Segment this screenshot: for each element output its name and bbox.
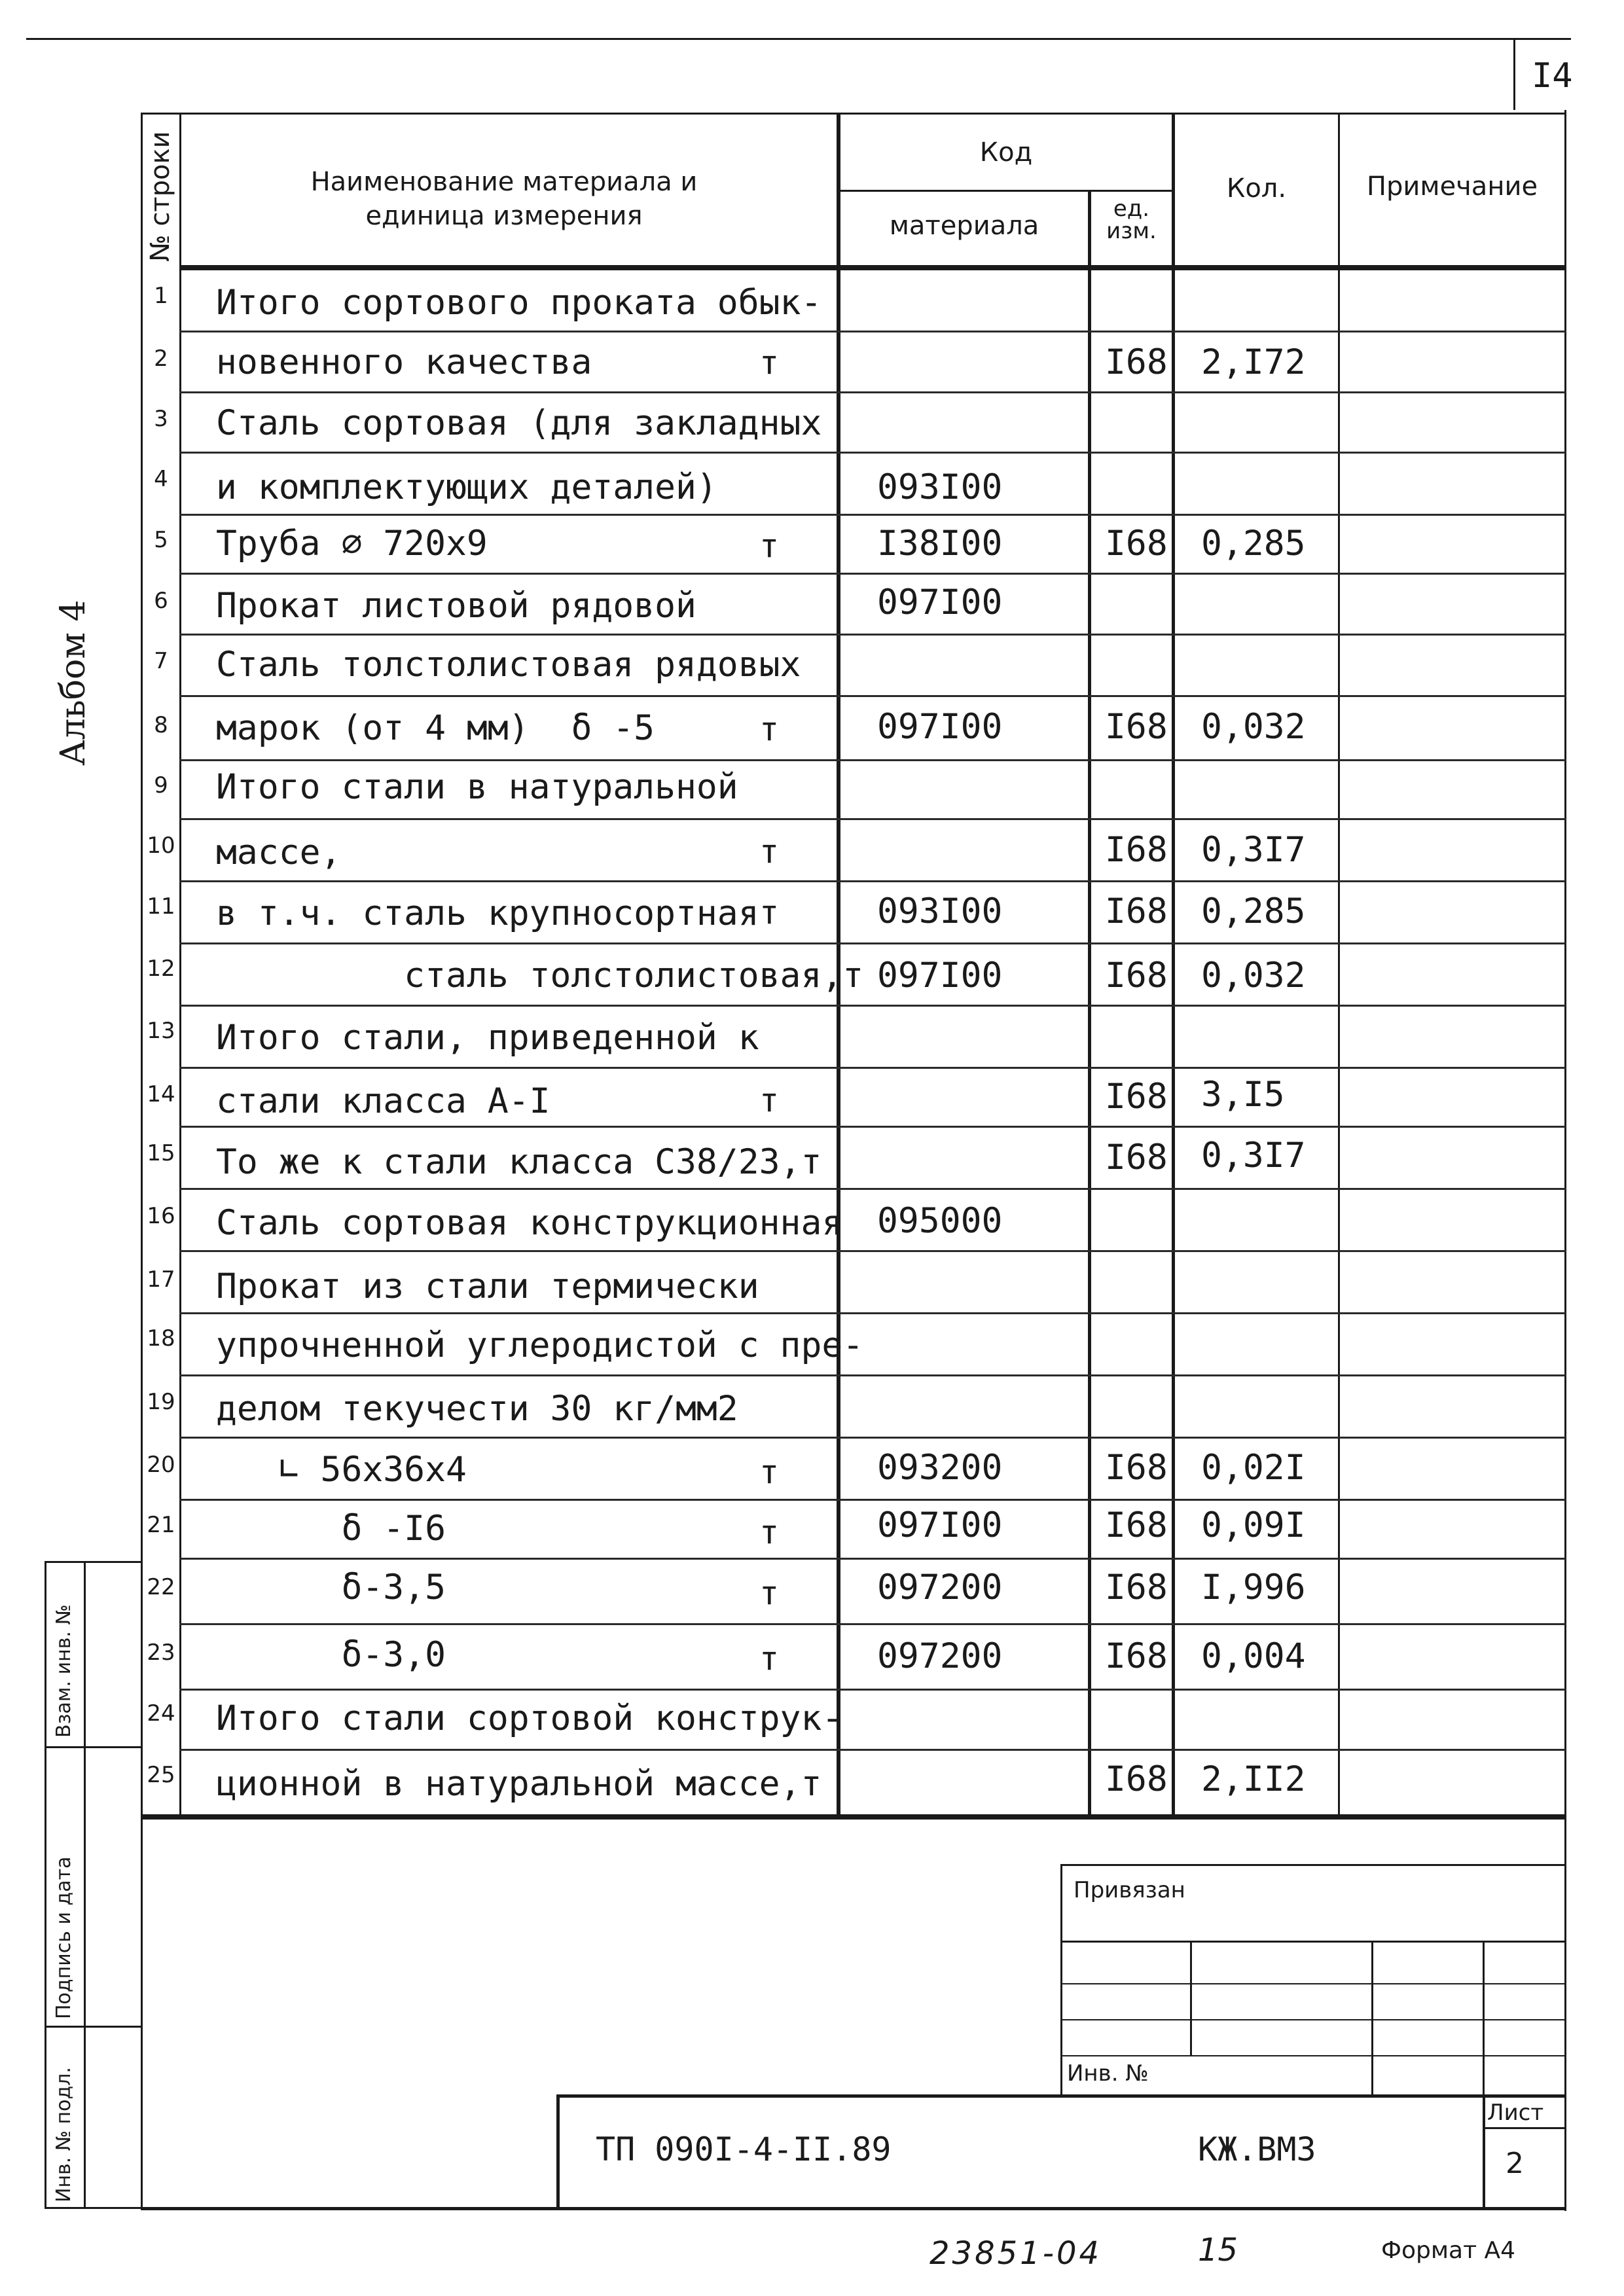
row-name: Сталь сортовая (для закладных [216,403,822,443]
row-number: 22 [147,1574,175,1600]
row-number: 21 [147,1512,175,1538]
list-number: 2 [1506,2147,1524,2180]
side-stamp-bottom [45,2207,143,2209]
row-name: массе, [216,833,342,872]
row-name: Труба ∅ 720х9 [216,524,488,564]
row-qty: I,996 [1201,1568,1306,1607]
row-number: 25 [147,1762,175,1788]
row-line [179,1689,1566,1691]
side-label-podpis: Подпись и дата [52,1856,75,2019]
row-number: 2 [154,346,168,372]
row-name: и комплектующих деталей) [216,467,717,507]
row-number: 8 [154,712,168,738]
row-unit: т [759,833,780,870]
row-name: делом текучести 30 кг/мм2 [216,1389,738,1429]
row-edizm: I68 [1105,1568,1168,1607]
row-qty: 0,004 [1201,1636,1306,1676]
album-label: Альбом 4 [54,600,93,766]
row-name: стали класса А-I [216,1081,550,1121]
title-block-top [556,2094,1566,2098]
row-unit: т [759,893,780,931]
row-edizm: I68 [1105,891,1168,931]
col-rowno-right [179,113,181,1818]
row-name: То же к стали класса С38/23,т [216,1142,822,1182]
row-line [179,1623,1566,1625]
row-number: 17 [147,1266,175,1293]
col-qty-right [1338,113,1340,1818]
row-code: 097I00 [877,956,1003,996]
row-line [179,1749,1566,1751]
row-unit: т [759,1453,780,1491]
row-number: 10 [147,833,175,859]
row-line [179,818,1566,820]
row-edizm: I68 [1105,1138,1168,1177]
row-number: 5 [154,527,168,553]
header-qty: Кол. [1226,173,1287,204]
title-block-list-sep [1483,2094,1485,2209]
row-code: 097200 [877,1636,1003,1676]
row-line [179,1499,1566,1501]
header-bottom-line [179,265,1566,270]
row-name: сталь толстолистовая,т [216,956,864,996]
row-name: ∟ 56х36х4 [216,1450,467,1490]
row-number: 20 [147,1452,175,1478]
row-edizm: I68 [1105,1448,1168,1488]
stamp-left [1060,1864,1062,2096]
header-code: Код [979,137,1033,168]
row-number: 12 [147,956,175,982]
row-line [179,634,1566,636]
row-number: 24 [147,1700,175,1727]
stamp-line [1060,1941,1566,1943]
row-qty: 0,02I [1201,1448,1306,1488]
row-qty: 0,032 [1201,707,1306,747]
stamp-vline [1483,1941,1485,2096]
row-name: Итого стали, приведенной к [216,1018,759,1058]
row-edizm: I68 [1105,1636,1168,1676]
corner-box-left [1513,38,1515,110]
top-rule [26,38,1571,40]
row-line [179,331,1566,332]
row-edizm: I68 [1105,1759,1168,1799]
row-number: 14 [147,1081,175,1107]
row-code: 095000 [877,1201,1003,1241]
row-line [179,880,1566,882]
row-unit: т [759,344,780,382]
row-unit: т [759,1513,780,1551]
row-name: δ-3,0 [216,1635,446,1675]
footer-order-no: 23851-04 [929,2235,1102,2272]
row-number: 9 [154,772,168,798]
side-label-vzam: Взам. инв. № [52,1604,75,1738]
header-name: Наименование материала и единица измерения [310,167,698,231]
row-qty: 2,II2 [1201,1759,1306,1799]
row-edizm: I68 [1105,1077,1168,1117]
row-line [179,759,1566,761]
table-bottom-line [141,1814,1566,1820]
row-number: 18 [147,1325,175,1352]
row-name: ционной в натуральной массе,т [216,1764,822,1804]
row-line [179,1558,1566,1560]
stamp-inv-no: Инв. № [1067,2060,1149,2087]
row-qty: 0,3I7 [1201,830,1306,870]
header-code-unit: ед. изм. [1106,196,1157,244]
row-edizm: I68 [1105,524,1168,564]
row-number: 3 [154,406,168,432]
row-line [179,452,1566,454]
row-qty: 0,09I [1201,1505,1306,1545]
row-code: 097200 [877,1568,1003,1607]
side-stamp-divider [45,2026,143,2028]
stamp-top [1060,1864,1566,1866]
row-name: марок (от 4 мм) δ -5 [216,708,655,748]
header-code-material: материала [889,211,1039,241]
side-stamp-mid [84,1561,86,2209]
row-line [179,1126,1566,1128]
row-number: 23 [147,1640,175,1666]
row-qty: 0,285 [1201,891,1306,931]
row-line [179,1312,1566,1314]
side-label-inv-podl: Инв. № подл. [52,2067,75,2202]
side-stamp-top [45,1561,143,1563]
row-number: 19 [147,1389,175,1415]
row-name: упрочненной углеродистой с пре- [216,1325,864,1365]
sheet-corner-number: I4 [1532,56,1573,96]
row-line [179,1374,1566,1376]
row-line [179,573,1566,575]
row-number: 11 [147,893,175,920]
row-number: 13 [147,1018,175,1044]
row-number: 15 [147,1140,175,1166]
row-unit: т [759,1574,780,1612]
row-name: новенного качества [216,342,592,382]
row-unit: т [759,1640,780,1677]
row-unit: т [759,1081,780,1119]
row-name: Сталь толстолистовая рядовых [216,645,801,685]
row-name: Итого стали сортовой конструк- [216,1698,843,1738]
row-line [179,391,1566,393]
row-name: δ -I6 [216,1509,446,1549]
footer-format: Формат А4 [1381,2237,1516,2264]
row-unit: т [759,527,780,565]
row-line [179,514,1566,516]
row-qty: 3,I5 [1201,1075,1285,1115]
row-number: 6 [154,588,168,614]
row-edizm: I68 [1105,830,1168,870]
row-line [179,1067,1566,1069]
stamp-vline [1371,1941,1373,2096]
row-edizm: I68 [1105,342,1168,382]
list-label: Лист [1487,2100,1544,2126]
row-number: 1 [154,283,168,309]
title-block-left [556,2094,560,2209]
row-line [179,1005,1566,1007]
row-code: 097I00 [877,707,1003,747]
row-name: Итого стали в натуральной [216,767,738,807]
row-edizm: I68 [1105,707,1168,747]
row-name: Итого сортового проката обык- [216,283,822,323]
stamp-vline [1190,1941,1192,2055]
doc-code: ТП 090I-4-II.89 [596,2130,892,2168]
code-subheader-line [838,190,1172,192]
stamp-line [1060,1983,1566,1984]
row-name: Прокат листовой рядовой [216,586,696,626]
row-line [179,695,1566,697]
frame-right [1564,110,1566,2211]
row-name: в т.ч. сталь крупносортная [216,893,759,933]
row-line [179,1250,1566,1252]
row-name: Сталь сортовая конструкционная [216,1203,843,1243]
row-line [179,1437,1566,1439]
stamp-line [1060,2055,1566,2056]
row-code: 093200 [877,1448,1003,1488]
frame-bottom [141,2207,1566,2210]
row-code: 093I00 [877,467,1003,507]
row-code: 097I00 [877,1505,1003,1545]
header-note: Примечание [1366,171,1538,202]
row-code: 093I00 [877,891,1003,931]
row-qty: 2,I72 [1201,342,1306,382]
row-qty: 0,285 [1201,524,1306,564]
row-name: δ-3,5 [216,1568,446,1607]
row-unit: т [759,710,780,748]
doc-mark: КЖ.ВМ3 [1198,2130,1316,2168]
row-number: 7 [154,648,168,674]
row-edizm: I68 [1105,956,1168,996]
row-qty: 0,032 [1201,956,1306,996]
footer-page-no: 15 [1198,2232,1238,2269]
stamp-line [1060,2019,1566,2020]
row-code: I38I00 [877,524,1003,564]
header-row-no: № строки [145,131,175,262]
frame-top [141,113,1566,115]
row-qty: 0,3I7 [1201,1136,1306,1175]
row-code: 097I00 [877,583,1003,622]
row-name: Прокат из стали термически [216,1266,759,1306]
col-code-right [1088,190,1091,1818]
stamp-privyazan: Привязан [1074,1877,1185,1903]
title-block-list-line [1483,2127,1566,2129]
row-line [179,942,1566,944]
side-stamp-left [45,1561,46,2209]
row-line [179,1188,1566,1190]
row-number: 4 [154,466,168,492]
row-edizm: I68 [1105,1505,1168,1545]
col-edizm-right [1172,113,1175,1818]
side-stamp-divider [45,1746,143,1748]
row-number: 16 [147,1203,175,1229]
